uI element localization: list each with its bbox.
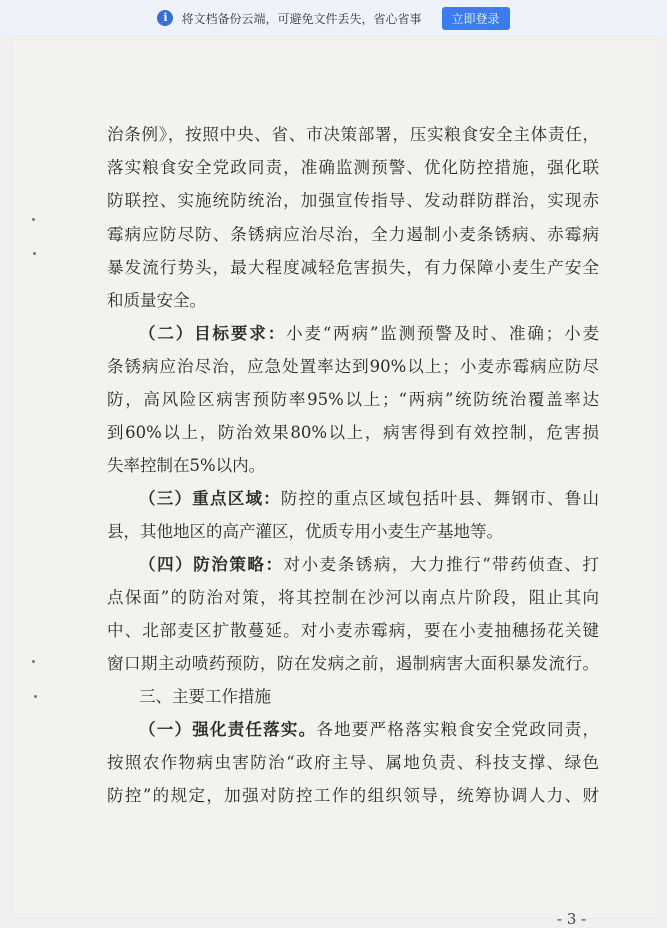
login-button[interactable]: 立即登录 <box>442 7 510 30</box>
text-line: 失率控制在5%以内。 <box>107 456 266 475</box>
section-title: 三、主要工作措施 <box>139 687 271 706</box>
text-line: 到60%以上，防治效果80%以上，病害得到有效控制，危害损 <box>107 423 599 442</box>
text-line: 窗口期主动喷药预防，防在发病之前，遏制病害大面积暴发流行。 <box>107 654 599 673</box>
paragraph-text: 对小麦条锈病，大力推行“带药侦查、打 <box>283 555 599 574</box>
document-page <box>12 40 657 928</box>
text-line: 暴发流行势头，最大程度减轻危害损失，有力保障小麦生产安全 <box>107 258 599 277</box>
text-line: 中、北部麦区扩散蔓延。对小麦赤霉病，要在小麦抽穗扬花关键 <box>107 621 599 640</box>
section-heading: （四）防治策略： <box>139 555 284 574</box>
text-line: 防控”的规定，加强对防控工作的组织领导，统筹协调人力、财 <box>107 786 599 805</box>
scan-speck <box>32 218 35 221</box>
text-line: 防联控、实施统防统治，加强宣传指导、发动群防群治，实现赤 <box>107 191 599 210</box>
section-heading: （一）强化责任落实。 <box>139 720 317 739</box>
text-line: 条锈病应治尽治，应急处置率达到90%以上；小麦赤霉病应防尽 <box>107 357 599 376</box>
paragraph-text: 各地要严格落实粮食安全党政同责， <box>316 720 599 739</box>
text-line: 治条例》，按照中央、省、市决策部署，压实粮食安全主体责任， <box>107 125 599 144</box>
paragraph-text: 小麦“两病”监测预警及时、准确；小麦 <box>286 324 599 343</box>
text-line <box>139 319 599 349</box>
scan-speck <box>34 695 37 698</box>
scan-speck <box>33 252 36 255</box>
text-line: 防，高风险区病害预防率95%以上；“两病”统防统治覆盖率达 <box>107 390 599 409</box>
text-line: 霉病应防尽防、条锈病应治尽治，全力遏制小麦条锈病、赤霉病 <box>107 225 599 244</box>
page-number: - 3 - <box>557 910 587 928</box>
text-line: 落实粮食安全党政同责，准确监测预警、优化防控措施，强化联 <box>107 158 599 177</box>
text-line: 县，其他地区的高产灌区，优质专用小麦生产基地等。 <box>107 522 503 541</box>
section-heading: （三）重点区域： <box>139 489 281 508</box>
text-line: 点保面”的防治对策，将其控制在沙河以南点片阶段，阻止其向 <box>107 588 599 607</box>
text-line <box>139 715 599 745</box>
paragraph-text: 防控的重点区域包括叶县、舞钢市、鲁山 <box>280 489 599 508</box>
info-icon: i <box>157 10 173 26</box>
text-line <box>139 550 599 580</box>
text-line: 按照农作物病虫害防治“政府主导、属地负责、科技支撑、绿色 <box>107 753 599 772</box>
banner-text: 将文档备份云端，可避免文件丢失，省心省事 <box>181 11 422 26</box>
scan-speck <box>32 660 35 663</box>
text-line <box>139 484 599 514</box>
backup-banner <box>0 0 667 36</box>
text-line: 和质量安全。 <box>107 291 206 310</box>
section-heading: （二）目标要求： <box>139 324 287 343</box>
